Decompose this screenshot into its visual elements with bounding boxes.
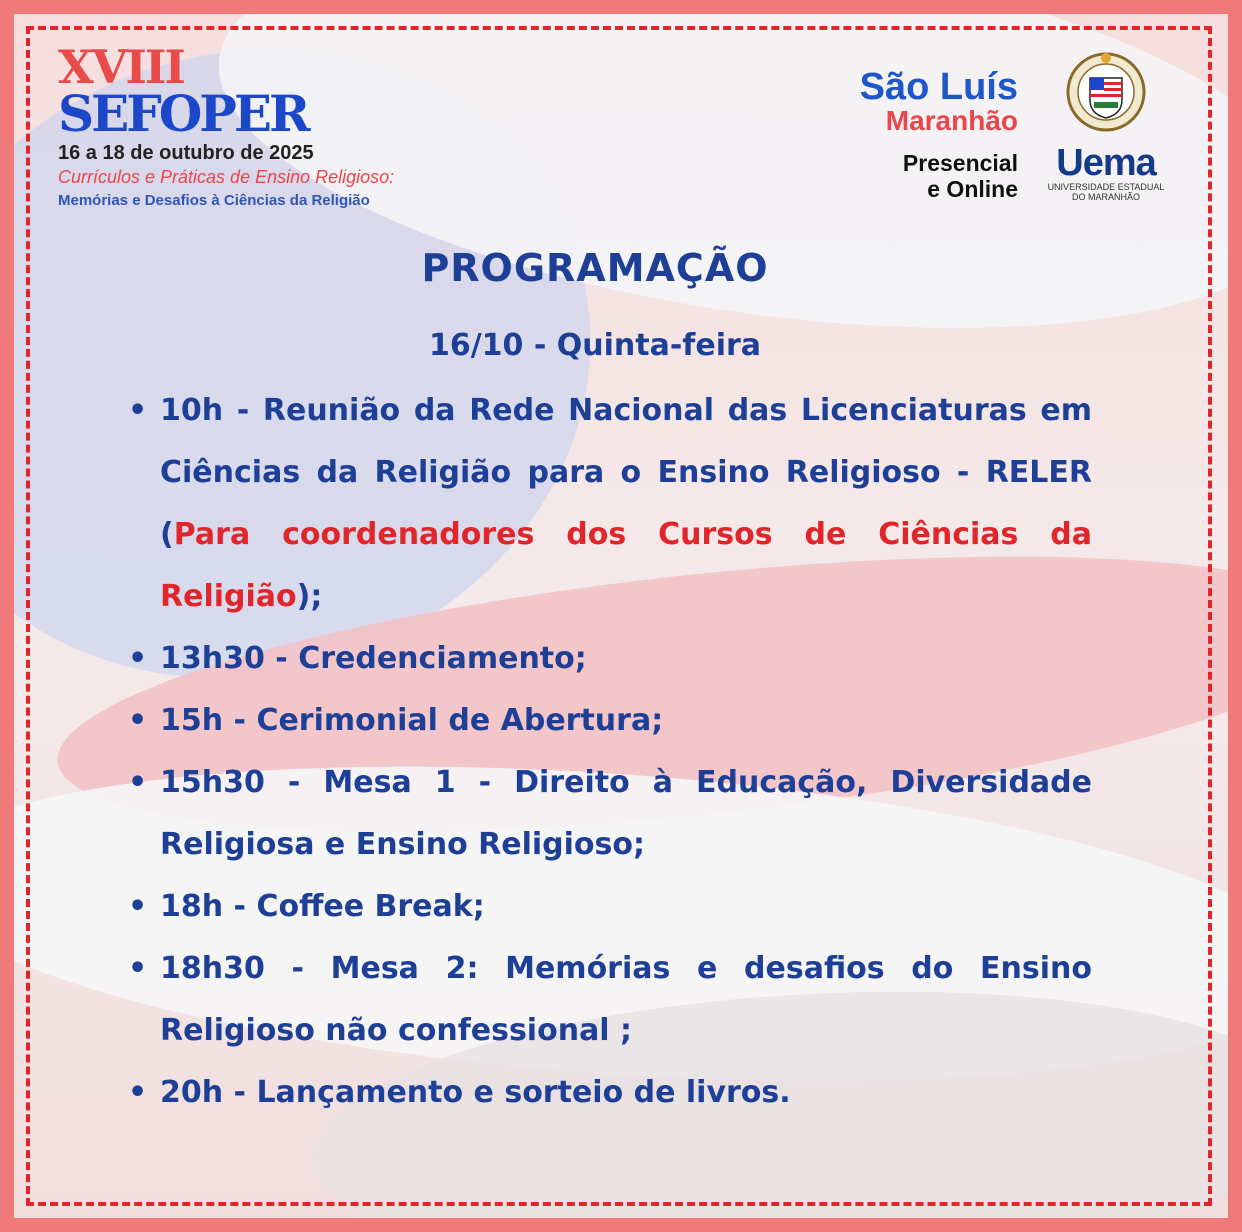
program-item: • 20h - Lançamento e sorteio de livros. bbox=[128, 1062, 1092, 1124]
event-theme-line2: Memórias e Desafios à Ciências da Religião bbox=[58, 192, 370, 209]
program-item: • 15h30 - Mesa 1 - Direito à Educação, Diversidade Religiosa e Ensino Religioso; bbox=[128, 752, 1092, 876]
uema-wordmark: Uema bbox=[1056, 142, 1156, 184]
program-item bbox=[128, 380, 1092, 628]
event-theme-line1: Currículos e Práticas de Ensino Religioso: bbox=[58, 167, 395, 187]
program-item: • 18h - Coffee Break; bbox=[128, 876, 1092, 938]
program-item: • 13h30 - Credenciamento; bbox=[128, 628, 1092, 690]
event-mode-line2: e Online bbox=[927, 176, 1018, 202]
program-item-suffix: ); bbox=[296, 579, 323, 614]
event-location bbox=[860, 68, 1018, 202]
program-item-text: 10h - Reunião da Rede Nacional das Licenciaturas em Ciências da Religião para o Ensino Religioso - RELER ( bbox=[160, 393, 1092, 552]
event-dates: 16 a 18 de outubro de 2025 bbox=[58, 142, 314, 164]
edition-number: XVIII bbox=[58, 40, 184, 94]
event-name: SEFOPER bbox=[58, 84, 308, 143]
uema-subtitle-line1: UNIVERSIDADE ESTADUAL bbox=[1047, 182, 1165, 192]
uema-subtitle-line2: DO MARANHÃO bbox=[1071, 192, 1140, 202]
event-mode-line1: Presencial bbox=[902, 150, 1018, 176]
program-item: • 18h30 - Mesa 2: Memórias e desafios do Ensino Religioso não confessional ; bbox=[128, 938, 1092, 1062]
program-day: 16/10 - Quinta-feira bbox=[428, 328, 762, 363]
uema-logo bbox=[1040, 44, 1172, 202]
program-item: • 15h - Cerimonial de Abertura; bbox=[128, 690, 1092, 752]
event-brand bbox=[58, 40, 395, 209]
program-item-highlight: Para coordenadores dos Cursos de Ciências da Religião bbox=[160, 517, 1092, 614]
city-name: São Luís bbox=[859, 66, 1018, 108]
program-list bbox=[128, 380, 1092, 1124]
program-title: PROGRAMAÇÃO bbox=[421, 246, 769, 290]
state-name: Maranhão bbox=[885, 105, 1018, 136]
university-seal-icon bbox=[1065, 44, 1147, 140]
